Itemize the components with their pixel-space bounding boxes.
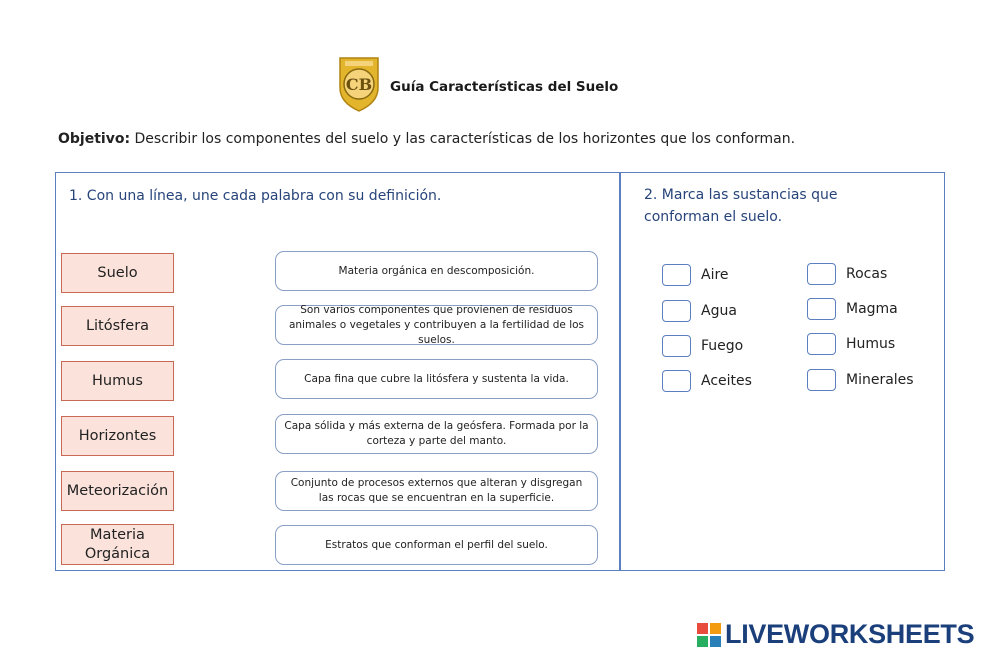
option-label: Fuego	[701, 338, 744, 354]
word-box-horizontes[interactable]: Horizontes	[61, 416, 174, 456]
option-aceites[interactable]	[662, 370, 752, 392]
definition-box-1[interactable]: Materia orgánica en descomposición.	[275, 251, 598, 291]
definition-box-3[interactable]: Capa fina que cubre la litósfera y sustenta la vida.	[275, 359, 598, 399]
checkbox[interactable]	[807, 298, 836, 320]
option-fuego[interactable]	[662, 335, 743, 357]
option-label: Humus	[846, 336, 896, 352]
checkbox[interactable]	[662, 335, 691, 357]
definition-box-4[interactable]: Capa sólida y más externa de la geósfera. Formada por la corteza y parte del manto.	[275, 414, 598, 454]
word-box-suelo[interactable]: Suelo	[61, 253, 174, 293]
option-minerales[interactable]	[807, 369, 914, 391]
word-box-meteorizacion[interactable]: Meteorización	[61, 471, 174, 511]
liveworksheets-wordmark: LIVEWORKSHEETS	[725, 619, 975, 649]
definition-box-2[interactable]: Son varios componentes que provienen de residuos animales o vegetales y contribuyen a la fertilidad de los suelos.	[275, 305, 598, 345]
question-2-prompt: 2. Marca las sustancias que conforman el suelo.	[644, 187, 838, 225]
option-humus[interactable]	[807, 333, 895, 355]
word-box-humus[interactable]: Humus	[61, 361, 174, 401]
option-rocas[interactable]	[807, 263, 887, 285]
option-label: Agua	[701, 303, 737, 319]
school-crest-logo	[336, 54, 382, 112]
definition-box-5[interactable]: Conjunto de procesos externos que alteran y disgregan las rocas que se encuentran en la superficie.	[275, 471, 598, 511]
checkbox[interactable]	[662, 300, 691, 322]
option-label: Aceites	[701, 373, 752, 389]
option-agua[interactable]	[662, 300, 737, 322]
page-title: Guía Características del Suelo	[390, 79, 619, 95]
svg-text:CB: CB	[345, 75, 373, 94]
checkbox[interactable]	[807, 333, 836, 355]
option-label: Aire	[701, 267, 729, 283]
option-label: Minerales	[846, 372, 914, 388]
objective-text: Describir los componentes del suelo y las características de los horizontes que los conforman.	[134, 131, 796, 147]
checkbox[interactable]	[662, 264, 691, 286]
word-box-litosfera[interactable]: Litósfera	[61, 306, 174, 346]
checkbox[interactable]	[807, 263, 836, 285]
definition-box-6[interactable]: Estratos que conforman el perfil del suelo.	[275, 525, 598, 565]
checkbox[interactable]	[807, 369, 836, 391]
objective-line	[58, 131, 795, 147]
objective-label: Objetivo:	[58, 131, 131, 147]
question-1-prompt: 1. Con una línea, une cada palabra con su definición.	[69, 188, 442, 204]
column-divider	[619, 172, 621, 571]
liveworksheets-cube-icon	[697, 623, 721, 647]
option-magma[interactable]	[807, 298, 898, 320]
word-box-materia-organica[interactable]: Materia Orgánica	[61, 524, 174, 565]
option-aire[interactable]	[662, 264, 729, 286]
option-label: Magma	[846, 301, 898, 317]
checkbox[interactable]	[662, 370, 691, 392]
option-label: Rocas	[846, 266, 888, 282]
liveworksheets-logo[interactable]	[697, 619, 974, 650]
